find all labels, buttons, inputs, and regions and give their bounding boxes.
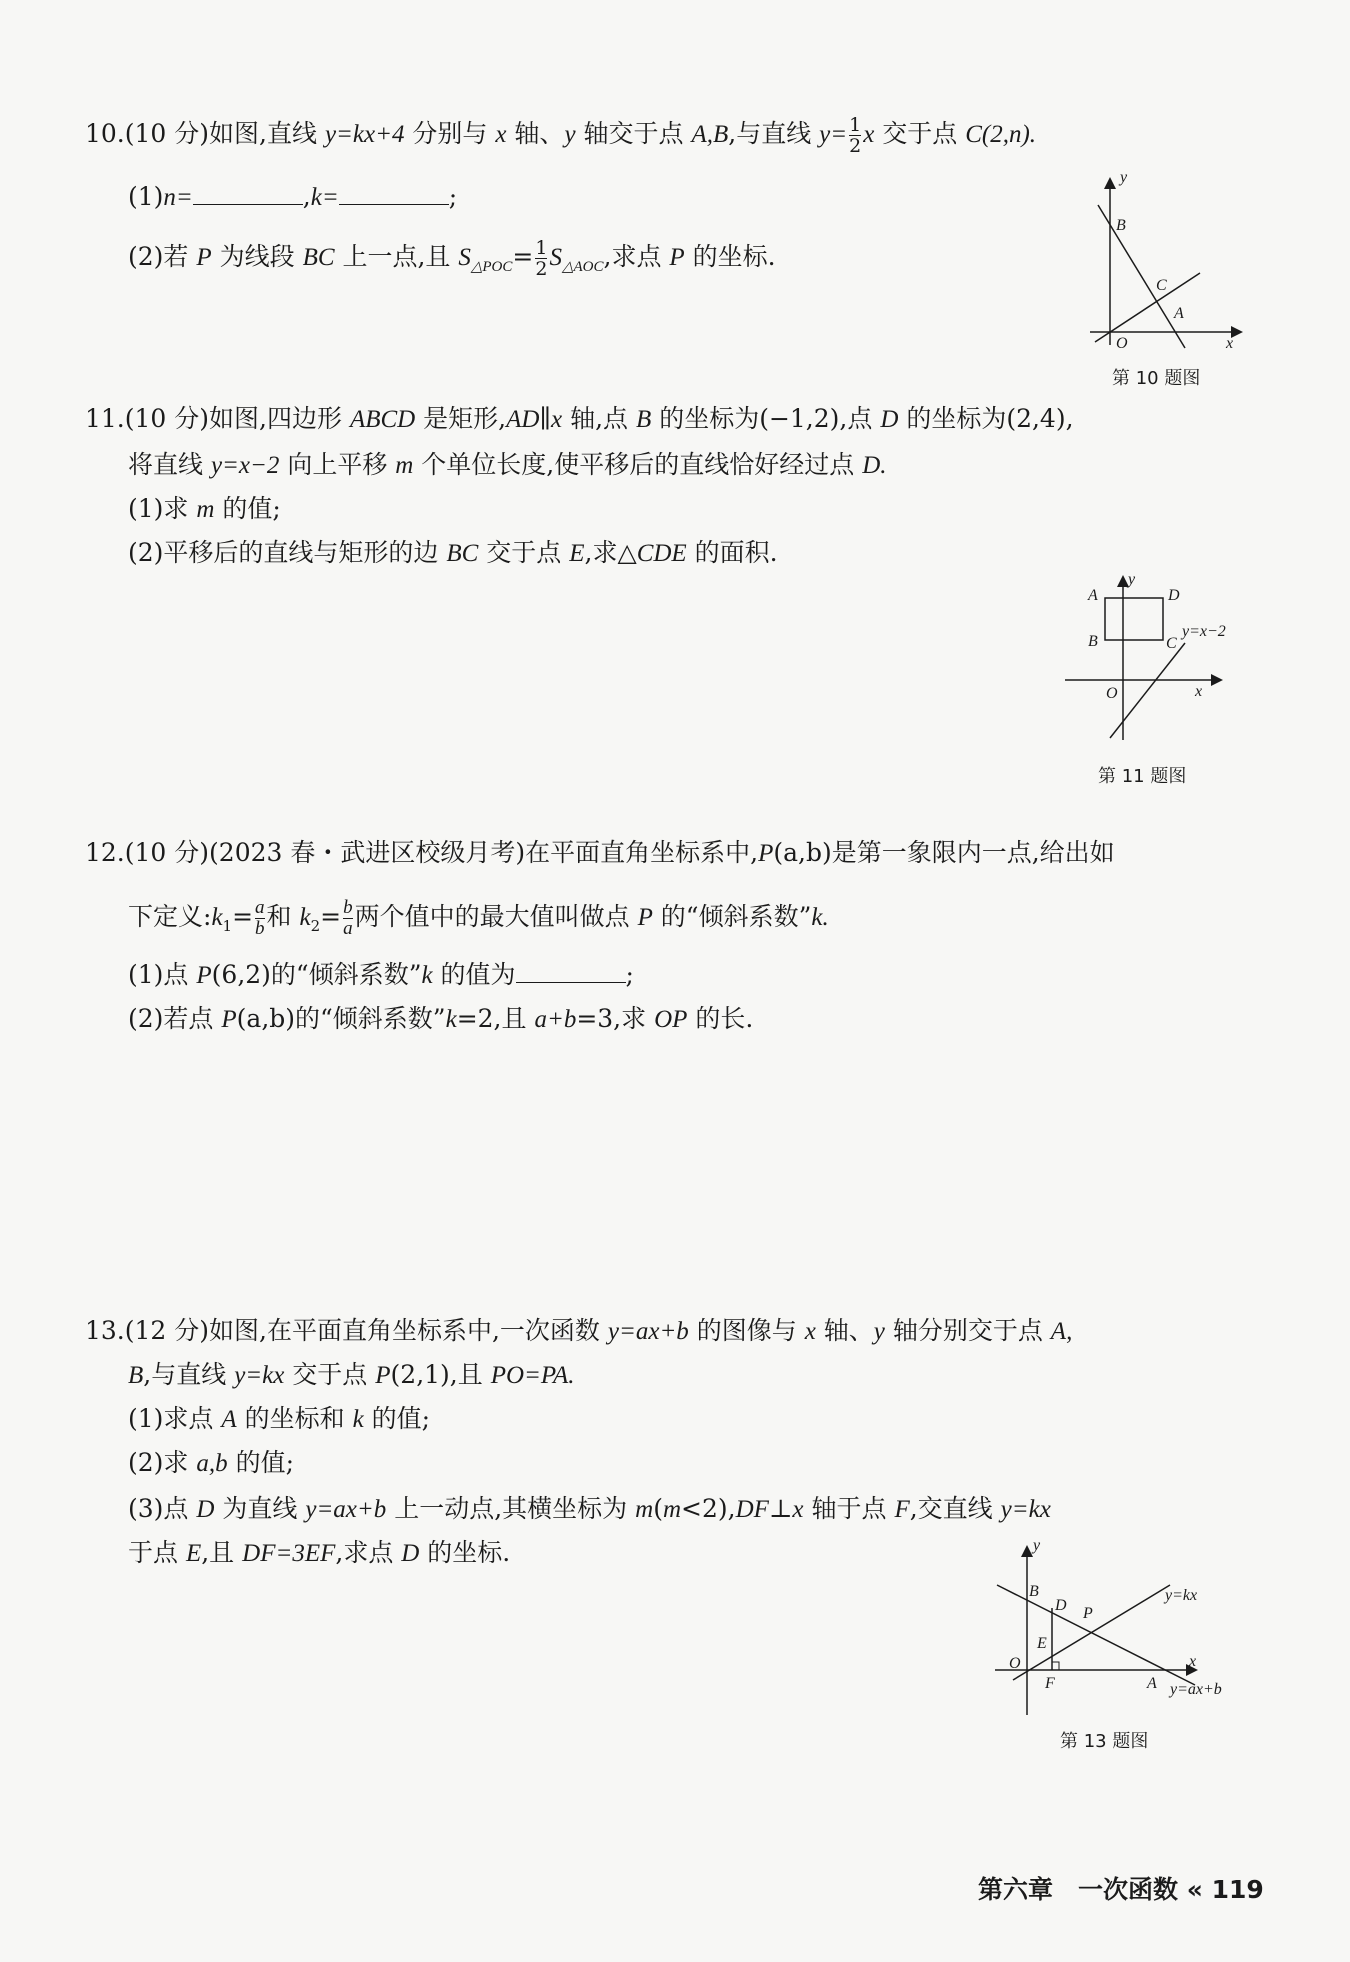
q12-part2: (2)若点 P(a,b)的“倾斜系数”k=2,且 a+b=3,求 OP 的长. xyxy=(128,1004,754,1033)
label-O: O xyxy=(1116,335,1128,350)
q12-stem-1: 12.(10 分)(2023 春・武进区校级月考)在平面直角坐标系中,P(a,b)是第一象限内一点,给出如 xyxy=(85,838,1115,867)
q13-stem-2: B,与直线 y=kx 交于点 P(2,1),且 PO=PA. xyxy=(128,1360,575,1389)
q13-part2: (2)求 a,b 的值; xyxy=(128,1448,294,1477)
q10-part1: (1)n= ,k= ; xyxy=(128,182,458,211)
label-x: x xyxy=(1189,1653,1197,1670)
q11-caption: 第 11 题图 xyxy=(1098,766,1187,787)
answer-blank-k[interactable] xyxy=(516,958,626,983)
label-D: D xyxy=(1168,587,1180,604)
label-D: D xyxy=(1055,1597,1067,1614)
label-O: O xyxy=(1106,685,1118,702)
q12-stem-2: 下定义$:k_1=$ $\frac{a}{b}$ 和 $k_2=$ $\frac{b}{a}$ 两个值中的最大值叫做点 P 的“倾斜系数”k. xyxy=(128,897,829,939)
q13-part3-cont: 于点 E,且 DF=3EF,求点 D 的坐标. xyxy=(128,1538,511,1567)
label-B: B xyxy=(1116,217,1126,234)
label-ykx: y=kx xyxy=(1165,1587,1198,1604)
page-footer xyxy=(978,1870,1264,1906)
label-E: E xyxy=(1037,1635,1047,1652)
q11-figure xyxy=(1060,570,1260,745)
q10-caption: 第 10 题图 xyxy=(1112,368,1201,389)
label-P: P xyxy=(1083,1605,1093,1622)
answer-blank-k[interactable] xyxy=(339,180,449,205)
q13-figure xyxy=(985,1540,1245,1720)
label-C: C xyxy=(1156,277,1167,294)
q13-part3: (3)点 D 为直线 y=ax+b 上一动点,其横坐标为 m(m<2),DF⊥x 轴于点 F,交直线 y=kx xyxy=(128,1494,1051,1523)
q10-figure xyxy=(1080,170,1250,350)
label-A: A xyxy=(1088,587,1098,604)
q11-part2: (2)平移后的直线与矩形的边 BC 交于点 E,求△CDE 的面积. xyxy=(128,538,778,567)
rectangle-ABCD xyxy=(1105,598,1163,640)
page-number: 119 xyxy=(1211,1875,1264,1904)
label-y: y xyxy=(1128,571,1136,588)
label-A: A xyxy=(1174,305,1184,322)
q12-part1: (1)点 P(6,2)的“倾斜系数”k 的值为 ; xyxy=(128,960,634,989)
label-x: x xyxy=(1226,335,1234,350)
q13-part1: (1)求点 A 的坐标和 k 的值; xyxy=(128,1404,431,1433)
label-y: y xyxy=(1033,1540,1041,1554)
label-F: F xyxy=(1045,1675,1055,1692)
q11-stem-1: 11.(10 分)如图,四边形 ABCD 是矩形,AD∥x 轴,点 B 的坐标为(−1,2),点 D 的坐标为(2,4), xyxy=(85,404,1074,433)
q10-part2: (2)若 P 为线段 BC 上一点,且 $S_{\triangle POC}=$ $\frac{1}{2}$ $S_{\triangle AOC}$,求点 P 的坐标. xyxy=(128,237,776,280)
answer-blank-n[interactable] xyxy=(193,180,303,205)
label-O: O xyxy=(1009,1655,1021,1672)
right-angle-mark xyxy=(1052,1662,1059,1670)
q11-stem-2: 将直线 y=x−2 向上平移 m 个单位长度,使平移后的直线恰好经过点 D. xyxy=(128,450,887,479)
label-C: C xyxy=(1166,635,1177,652)
q10-stem: 10.(10 分)如图,直线 y=kx+4 分别与 x 轴、y 轴交于点 A,B,与直线 y= $\frac{1}{2}$ x 交于点 C(2,n). xyxy=(85,114,1037,157)
label-y: y xyxy=(1120,170,1128,186)
label-B: B xyxy=(1088,633,1098,650)
label-yaxb: y=ax+b xyxy=(1170,1681,1222,1698)
q11-part1: (1)求 m 的值; xyxy=(128,494,281,523)
line-x-minus-2 xyxy=(1110,643,1185,738)
double-chevron-icon: « xyxy=(1186,1875,1203,1904)
label-A: A xyxy=(1147,1675,1157,1692)
chapter-title: 第六章 一次函数 xyxy=(978,1875,1179,1904)
label-x: x xyxy=(1195,683,1203,700)
label-B: B xyxy=(1029,1583,1039,1600)
q13-stem-1: 13.(12 分)如图,在平面直角坐标系中,一次函数 y=ax+b 的图像与 x 轴、y 轴分别交于点 A, xyxy=(85,1316,1073,1345)
label-line: y=x−2 xyxy=(1182,623,1226,640)
q13-caption: 第 13 题图 xyxy=(1060,1731,1149,1752)
line-kx4 xyxy=(1098,205,1185,348)
